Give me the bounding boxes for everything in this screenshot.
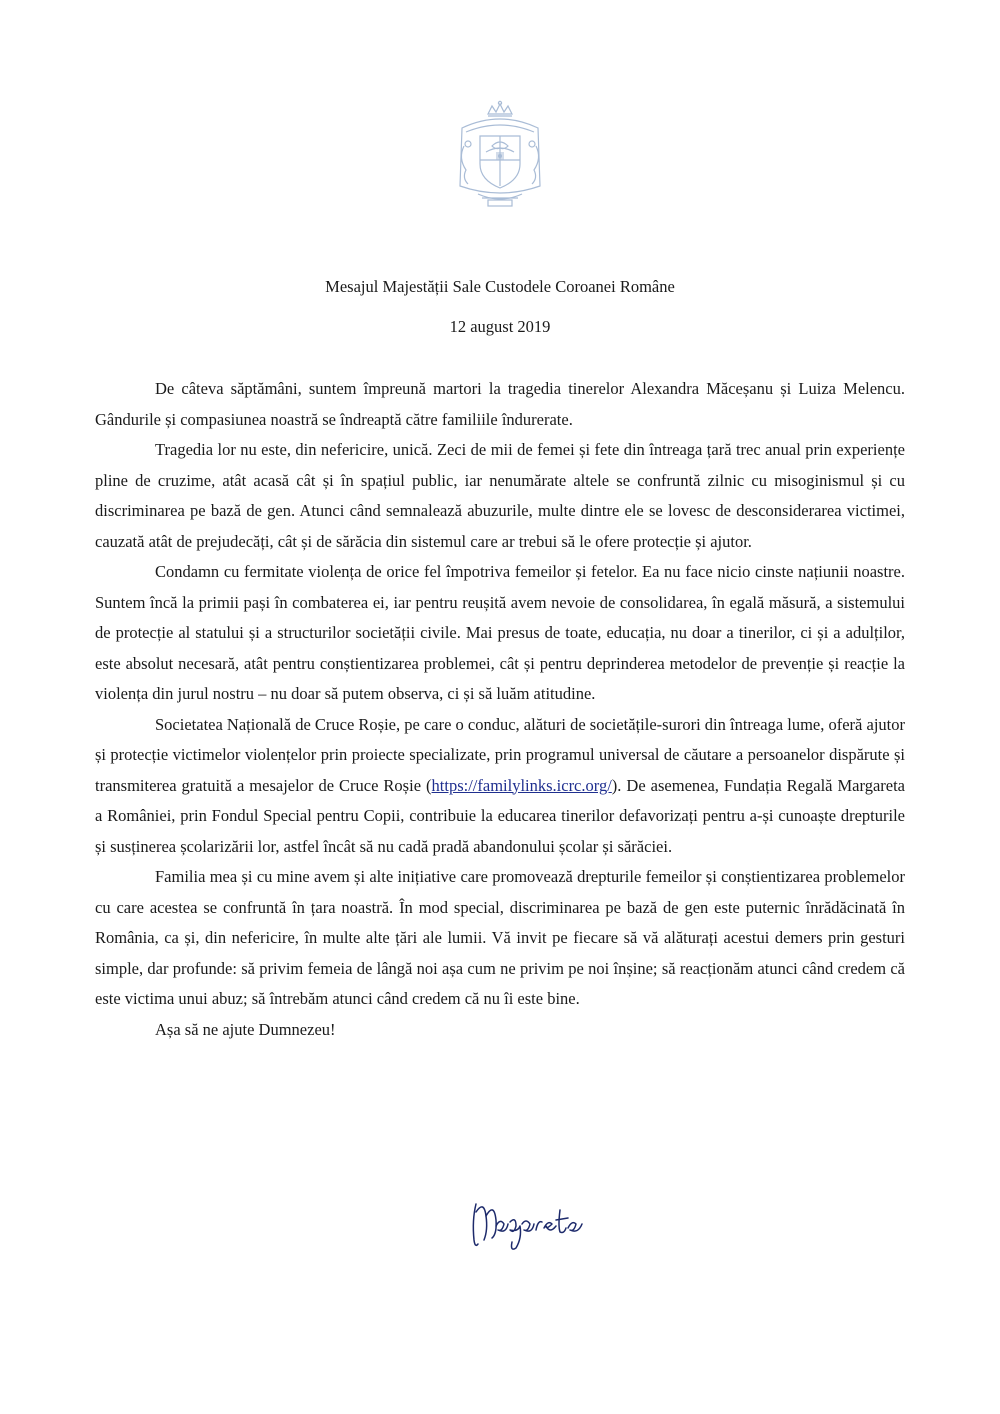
royal-crest-icon: [448, 100, 552, 212]
letter-date: 12 august 2019: [449, 317, 551, 336]
paragraph-5: Familia mea și cu mine avem și alte inițiative care promovează drepturile femeilor și conștientizarea problemelor cu care acestea se confruntă în țara noastră. În mod special, discriminarea pe bază de gen este puternic înrădăcinată în România, ca și, din nefericire, în multe alte țări ale lumii. Vă invit pe fiecare să vă alăturați acestui demers prin gesturi simple, dar profunde: să privim femeia de lângă noi așa cum ne privim pe noi înșine; să reacționăm atunci când credem că este victima unui abuz; să întrebăm atunci când credem că nu îi este bine.: [95, 867, 905, 1008]
paragraph-3: Condamn cu fermitate violența de orice fel împotriva femeilor și fetelor. Ea nu face nicio cinste națiunii noastre. Suntem încă la primii pași în combaterea ei, iar pentru reușită avem nevoie de consolidarea, în egală măsură, a sistemului de protecție al statului și a structurilor societății civile. Mai presus de toate, educația, nu doar a tinerilor, ci și a adulților, este absolut necesară, atât pentru conștientizarea problemei, cât și pentru deprinderea metodelor de prevenție și reacție la violența din jurul nostru – nu doar să putem observa, ci și să luăm atitudine.: [95, 562, 905, 703]
signature: [466, 1190, 590, 1256]
letter-body: [95, 374, 905, 1045]
paragraph-4-text-continued: ). De asemenea, Fundația Regală Margareta a României, prin Fondul Special pentru Copii, contribuie la educarea tinerilor defavorizați pentru a-și cunoaște drepturile și susținerea școlarizării lor, astfel încât să nu cadă pradă abandonului școlar și sărăciei.: [95, 775, 905, 856]
paragraph-4-text: Societatea Națională de Cruce Roșie, pe care o conduc, alături de societățile-surori din întreaga lume, oferă ajutor și protecție victimelor violențelor prin proiecte specializate, prin programul universal de căutare a persoanelor dispărute și transmiterea gratuită a mesajelor de Cruce Roșie (: [95, 714, 905, 795]
letter-title: Mesajul Majestății Sale Custodele Coroanei Române: [325, 277, 675, 296]
familylinks-link[interactable]: https://familylinks.icrc.org/: [431, 775, 612, 795]
paragraph-1: De câteva săptămâni, suntem împreună martori la tragedia tinerelor Alexandra Măceșanu și Luiza Melencu. Gândurile și compasiunea noastră se îndreaptă către familiile îndurerate.: [95, 379, 905, 429]
closing-line: Așa să ne ajute Dumnezeu!: [155, 1019, 336, 1039]
paragraph-4: [95, 710, 905, 863]
paragraph-2: Tragedia lor nu este, din nefericire, unică. Zeci de mii de femei și fete din întreaga țară trec anual prin experiențe pline de cruzime, atât acasă cât și în spațiul public, iar nenumărate altele se confruntă zilnic cu misoginismul și cu discriminarea pe bază de gen. Atunci când semnalează abuzurile, multe dintre ele se lovesc de desconsiderarea victimei, cauzată atât de prejudecăți, cât și de sărăcia din sistemul care ar trebui să le ofere protecție și ajutor.: [95, 440, 905, 551]
